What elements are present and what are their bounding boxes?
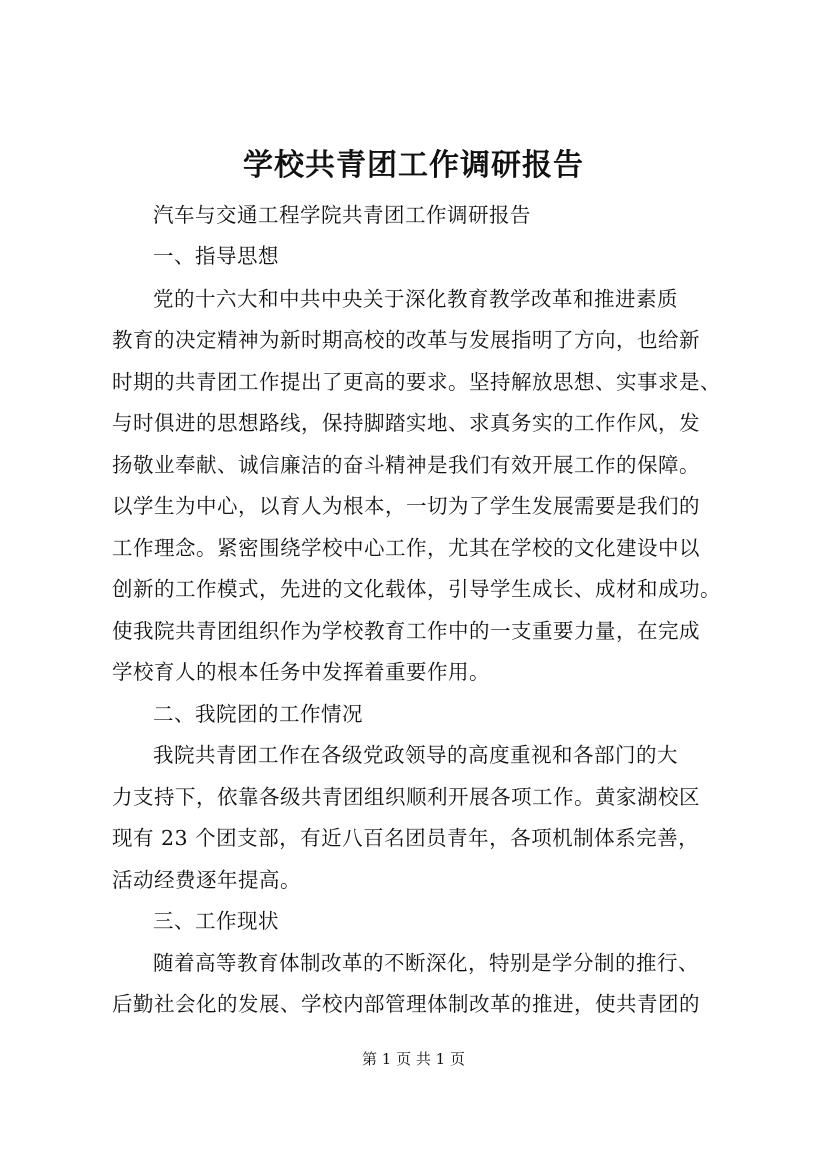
paragraph-line: 时期的共青团工作提出了更高的要求。坚持解放思想、实事求是、	[112, 370, 721, 394]
section-heading-1: 一、指导思想	[153, 244, 279, 268]
paragraph-line: 教育的决定精神为新时期高校的改革与发展指明了方向，也给新	[112, 328, 700, 352]
paragraph-line: 现有 23 个团支部，有近八百名团员青年，各项机制体系完善，	[112, 826, 700, 850]
paragraph-line: 力支持下，依靠各级共青团组织顺利开展各项工作。黄家湖校区	[112, 785, 700, 809]
paragraph-line: 活动经费逐年提高。	[112, 868, 301, 892]
paragraph-line: 使我院共青团组织作为学校教育工作中的一支重要力量，在完成	[112, 619, 700, 643]
paragraph-line: 随着高等教育体制改革的不断深化，特别是学分制的推行、	[153, 951, 699, 975]
paragraph-line: 创新的工作模式，先进的文化载体，引导学生成长、成材和成功。	[112, 577, 721, 601]
subtitle-line: 汽车与交通工程学院共青团工作调研报告	[153, 203, 531, 227]
document-title: 学校共青团工作调研报告	[243, 148, 584, 183]
paragraph-line: 工作理念。紧密围绕学校中心工作，尤其在学校的文化建设中以	[112, 536, 700, 560]
paragraph-line: 我院共青团工作在各级党政领导的高度重视和各部门的大	[153, 743, 678, 767]
paragraph-line: 党的十六大和中共中央关于深化教育教学改革和推进素质	[153, 287, 678, 311]
paragraph-line: 以学生为中心，以育人为根本，一切为了学生发展需要是我们的	[112, 494, 700, 518]
paragraph-line: 扬敬业奉献、诚信廉洁的奋斗精神是我们有效开展工作的保障。	[112, 453, 700, 477]
paragraph-line: 与时俱进的思想路线，保持脚踏实地、求真务实的工作作风，发	[112, 411, 700, 435]
section-heading-2: 二、我院团的工作情况	[153, 702, 363, 726]
paragraph-line: 后勤社会化的发展、学校内部管理体制改革的推进，使共青团的	[112, 992, 700, 1016]
section-heading-3: 三、工作现状	[153, 909, 279, 933]
paragraph-line: 学校育人的根本任务中发挥着重要作用。	[112, 660, 490, 684]
page-footer: 第 1 页 共 1 页	[362, 1050, 465, 1068]
